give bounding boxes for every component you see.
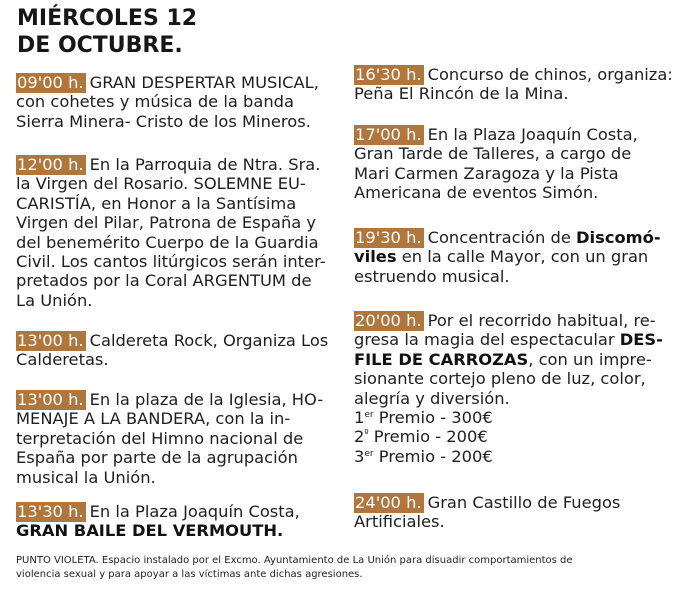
time-badge: 24'00 h. [355, 493, 422, 512]
event-text: Americana de eventos Simón. [354, 183, 599, 203]
event-2000 [354, 311, 676, 466]
time-badge: 13'30 h. [17, 502, 84, 521]
event-1200 [16, 155, 341, 310]
event-text: Mari Carmen Zaragoza y la Pista [354, 163, 619, 183]
event-2400 [354, 493, 676, 532]
event-text: Concentración de Discomó- [427, 228, 661, 247]
time-badge: 19'30 h. [355, 228, 422, 247]
time-badge: 20'00 h. [355, 311, 422, 330]
footnote-line-1: PUNTO VIOLETA. Espacio instalado por el Excmo. Ayuntamiento de La Unión para disuadir comportamientos de [16, 555, 573, 566]
time-badge: 16'30 h. [355, 65, 422, 84]
prize-item: 1er Premio - 300€ [354, 408, 493, 428]
event-text: estruendo musical. [354, 266, 510, 286]
event-text: pretados por la Coral ARGENTUM de [16, 271, 312, 291]
event-text: Artificiales. [354, 512, 445, 532]
time-badge: 17'00 h. [355, 125, 422, 144]
time-badge: 12'00 h. [17, 155, 84, 174]
event-text: Por el recorrido habitual, re- [427, 311, 656, 330]
event-text: Calderetas. [16, 350, 109, 370]
event-text: Gran Tarde de Talleres, a cargo de [354, 144, 632, 164]
event-text: Concurso de chinos, organiza: [427, 65, 673, 84]
event-text: musical la Unión. [16, 467, 156, 487]
time-badge: 13'00 h. [17, 331, 84, 350]
prize-item: 3er Premio - 200€ [354, 446, 493, 466]
prize-list [354, 408, 676, 466]
event-text: En la Plaza Joaquín Costa, [427, 125, 638, 144]
event-text: alegría y diversión. [354, 388, 510, 408]
event-text: sionante cortejo pleno de luz, color, [354, 369, 646, 389]
event-text: con cohetes y música de la banda [16, 92, 294, 112]
event-text: Virgen del Pilar, Patrona de España y [16, 213, 317, 233]
event-text: España por parte de la agrupación [16, 448, 298, 468]
event-0900 [16, 73, 341, 131]
event-text: Peña El Rincón de la Mina. [354, 84, 569, 104]
event-text: Sierra Minera- Cristo de los Mineros. [16, 111, 311, 131]
title-line-2: DE OCTUBRE. [17, 33, 183, 58]
event-1300-bandera [16, 390, 341, 487]
event-text: terpretación del Himno nacional de [16, 428, 304, 448]
page-title [17, 5, 197, 59]
event-1700 [354, 125, 676, 203]
time-badge: 13'00 h. [17, 390, 84, 409]
event-text: CARISTÍA, en Honor a la Santísima [16, 193, 297, 213]
event-text: Civil. Los cantos litúrgicos serán inter- [16, 252, 326, 272]
event-text: del benemérito Cuerpo de la Guardia [16, 232, 319, 252]
event-1630 [354, 65, 676, 104]
prize-item: $2^º$ Premio - 200€ [354, 427, 488, 447]
event-text: gresa la magia del espectacular DES- [354, 330, 663, 350]
title-line-1: MIÉRCOLES 12 [17, 6, 198, 31]
event-text: En la Plaza Joaquín Costa, [89, 502, 300, 521]
event-1300-rock [16, 331, 341, 370]
time-badge: 09'00 h. [17, 73, 84, 92]
event-text: Caldereta Rock, Organiza Los [89, 331, 329, 350]
event-text: En la plaza de la Iglesia, HO- [89, 390, 324, 409]
event-text-bold: GRAN BAILE DEL VERMOUTH. [16, 521, 284, 541]
event-text: GRAN DESPERTAR MUSICAL, [89, 73, 319, 92]
footnote [16, 554, 676, 582]
footnote-line-2: violencia sexual y para apoyar a las víctimas ante dichas agresiones. [16, 569, 363, 580]
event-1330 [16, 502, 341, 541]
event-text: MENAJE A LA BANDERA, con la in- [16, 409, 291, 429]
event-text: En la Parroquia de Ntra. Sra. [89, 155, 321, 174]
event-text: La Unión. [16, 290, 93, 310]
event-1930 [354, 228, 676, 286]
event-text: viles en la calle Mayor, con un gran [354, 247, 649, 267]
event-text: Gran Castillo de Fuegos [427, 493, 621, 512]
event-text: FILE DE CARROZAS, con un impre- [354, 349, 652, 369]
event-text: la Virgen del Rosario. SOLEMNE EU- [16, 174, 306, 194]
